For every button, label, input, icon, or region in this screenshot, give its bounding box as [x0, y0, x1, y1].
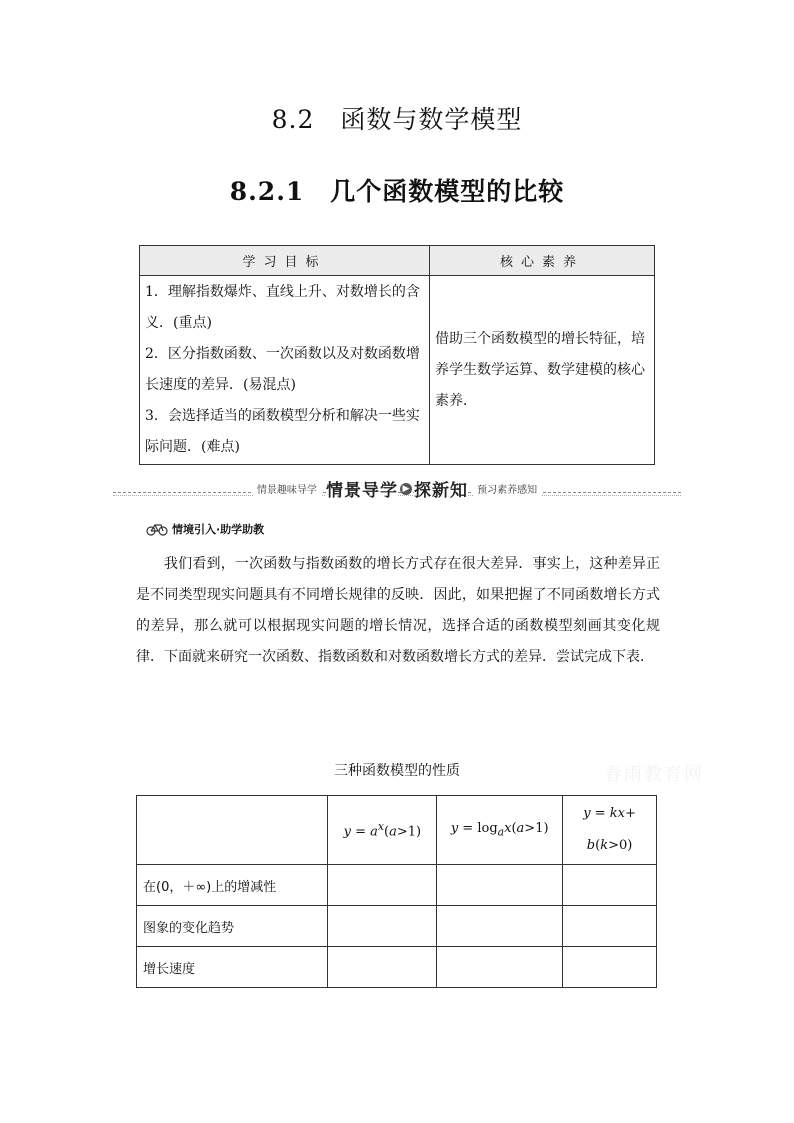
header-exponential: $y = a^x(a>1)$	[328, 796, 437, 865]
literacy-cell: 借助三个函数模型的增长特征，培养学生数学运算、数学建模的核心素养．	[430, 276, 655, 465]
function-properties-table	[136, 795, 657, 988]
subsection-title: 8.2.1 几个函数模型的比较	[229, 177, 565, 206]
answer-cell	[437, 947, 563, 988]
intro-paragraph: 我们看到，一次函数与指数函数的增长方式存在很大差异．事实上，这种差异正是不同类型现实问题具有不同增长规律的反映．因此，如果把握了不同函数增长方式的差异，那么就可以根据现实问题的增长情况，选择合适的函数模型刻画其变化规律．下面就来研究一次函数、指数函数和对数函数增长方式的差异．尝试完成下表．	[136, 556, 660, 665]
answer-cell	[328, 947, 437, 988]
goals-header-objectives: 学习目标	[140, 246, 430, 276]
watermark: 春雨教育网	[604, 764, 704, 785]
answer-cell	[437, 906, 563, 947]
answer-cell	[437, 865, 563, 906]
banner-title-right: 探新知	[414, 481, 468, 501]
answer-cell	[563, 865, 657, 906]
section-banner	[113, 476, 681, 501]
answer-cell	[328, 865, 437, 906]
table-caption: 三种函数模型的性质	[334, 763, 460, 779]
arrow-right-icon: ▶	[400, 483, 412, 495]
banner-title-left: 情景导学	[326, 481, 398, 501]
learning-goals-table	[139, 245, 655, 465]
objectives-cell	[140, 276, 430, 465]
goals-header-literacy: 核心素养	[430, 246, 655, 276]
section-title: 8.2 函数与数学模型	[271, 105, 523, 134]
header-linear: y = kx+ b(k>0)	[563, 796, 657, 865]
row-label-graph-trend: 图象的变化趋势	[137, 906, 328, 947]
banner-left-label: 情景趣味导学	[253, 485, 321, 496]
objective-item: 1．理解指数爆炸、直线上升、对数增长的含义．(重点)	[145, 284, 420, 331]
bicycle-icon	[146, 522, 168, 536]
intro-heading	[146, 521, 264, 537]
banner-right-label: 预习素养感知	[473, 485, 541, 496]
row-label-growth-speed: 增长速度	[137, 947, 328, 988]
corner-cell	[137, 796, 328, 865]
answer-cell	[563, 906, 657, 947]
objective-item: 2．区分指数函数、一次函数以及对数函数增长速度的差异．(易混点)	[145, 346, 420, 393]
header-logarithmic: $y = \log_ax(a>1)$	[437, 796, 563, 865]
row-label-monotonicity: 在(0，＋∞)上的增减性	[137, 865, 328, 906]
answer-cell	[328, 906, 437, 947]
answer-cell	[563, 947, 657, 988]
intro-heading-text: 情境引入·助学助教	[172, 523, 265, 536]
objective-item: 3．会选择适当的函数模型分析和解决一些实际问题．(难点)	[145, 408, 420, 455]
